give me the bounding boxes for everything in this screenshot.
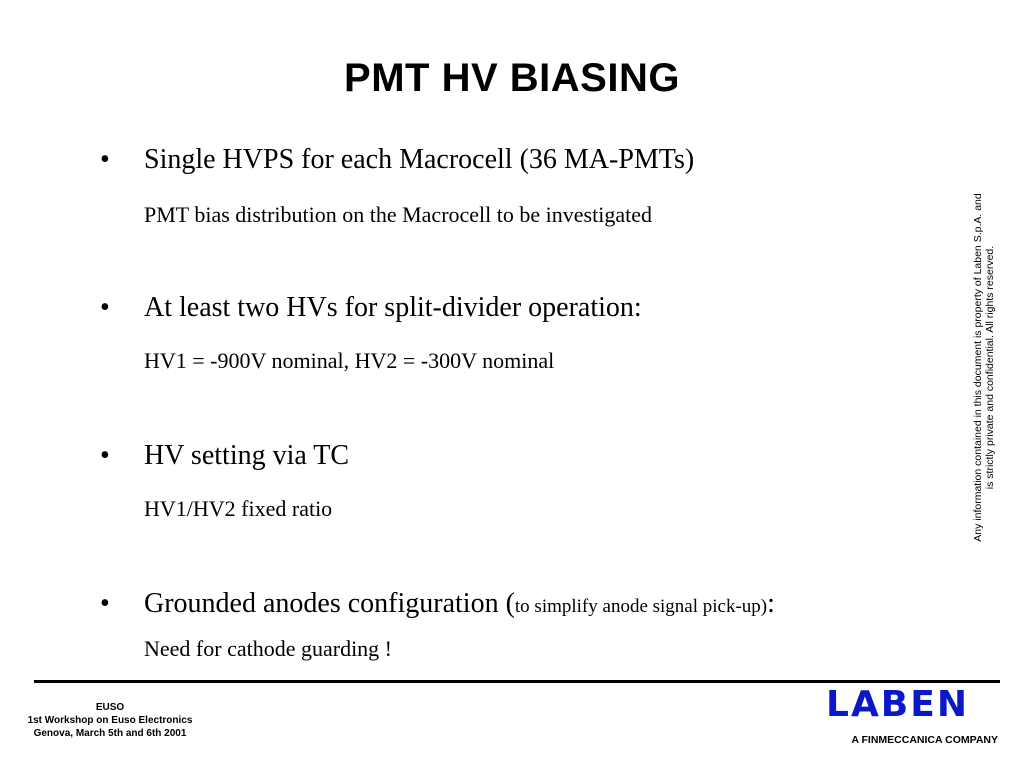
bullet-text: Single HVPS for each Macrocell (36 MA-PMTs) xyxy=(144,144,695,175)
company-tagline: A FINMECCANICA COMPANY xyxy=(851,734,998,746)
footer-event-info xyxy=(10,701,210,740)
bullet-dot-icon: • xyxy=(100,144,110,175)
bullet-text-main: Grounded anodes configuration ( xyxy=(144,588,515,619)
bullet-text-mixed xyxy=(144,588,775,620)
slide-title: PMT HV BIASING xyxy=(344,56,680,100)
logo-text: LABEN xyxy=(826,689,969,721)
bullet-text-end: : xyxy=(767,588,775,619)
bullet-text: HV setting via TC xyxy=(144,440,350,471)
bullet-dot-icon: • xyxy=(100,588,110,619)
bullet-subtext: HV1 = -900V nominal, HV2 = -300V nominal xyxy=(144,348,555,373)
bullet-subtext: HV1/HV2 fixed ratio xyxy=(144,496,333,521)
laben-logo xyxy=(826,689,998,721)
footer-event: 1st Workshop on Euso Electronics xyxy=(27,715,193,726)
bullet-dot-icon: • xyxy=(100,440,110,471)
bullet-text-small: to simplify anode signal pick-up) xyxy=(514,596,768,617)
confidentiality-notice xyxy=(968,175,1018,570)
notice-line-1: Any information contained in this document is property of Laben S.p.A. and xyxy=(972,193,984,542)
footer-project: EUSO xyxy=(95,702,125,713)
footer-divider xyxy=(34,680,1000,683)
footer-location-date: Genova, March 5th and 6th 2001 xyxy=(33,728,187,739)
notice-line-2: is strictly private and confidential. All rights reserved. xyxy=(984,245,996,490)
bullet-subtext: PMT bias distribution on the Macrocell to be investigated xyxy=(144,202,652,227)
bullet-dot-icon: • xyxy=(100,292,110,323)
bullet-text: At least two HVs for split-divider operation: xyxy=(144,292,642,323)
bullet-subtext: Need for cathode guarding ! xyxy=(144,636,393,661)
